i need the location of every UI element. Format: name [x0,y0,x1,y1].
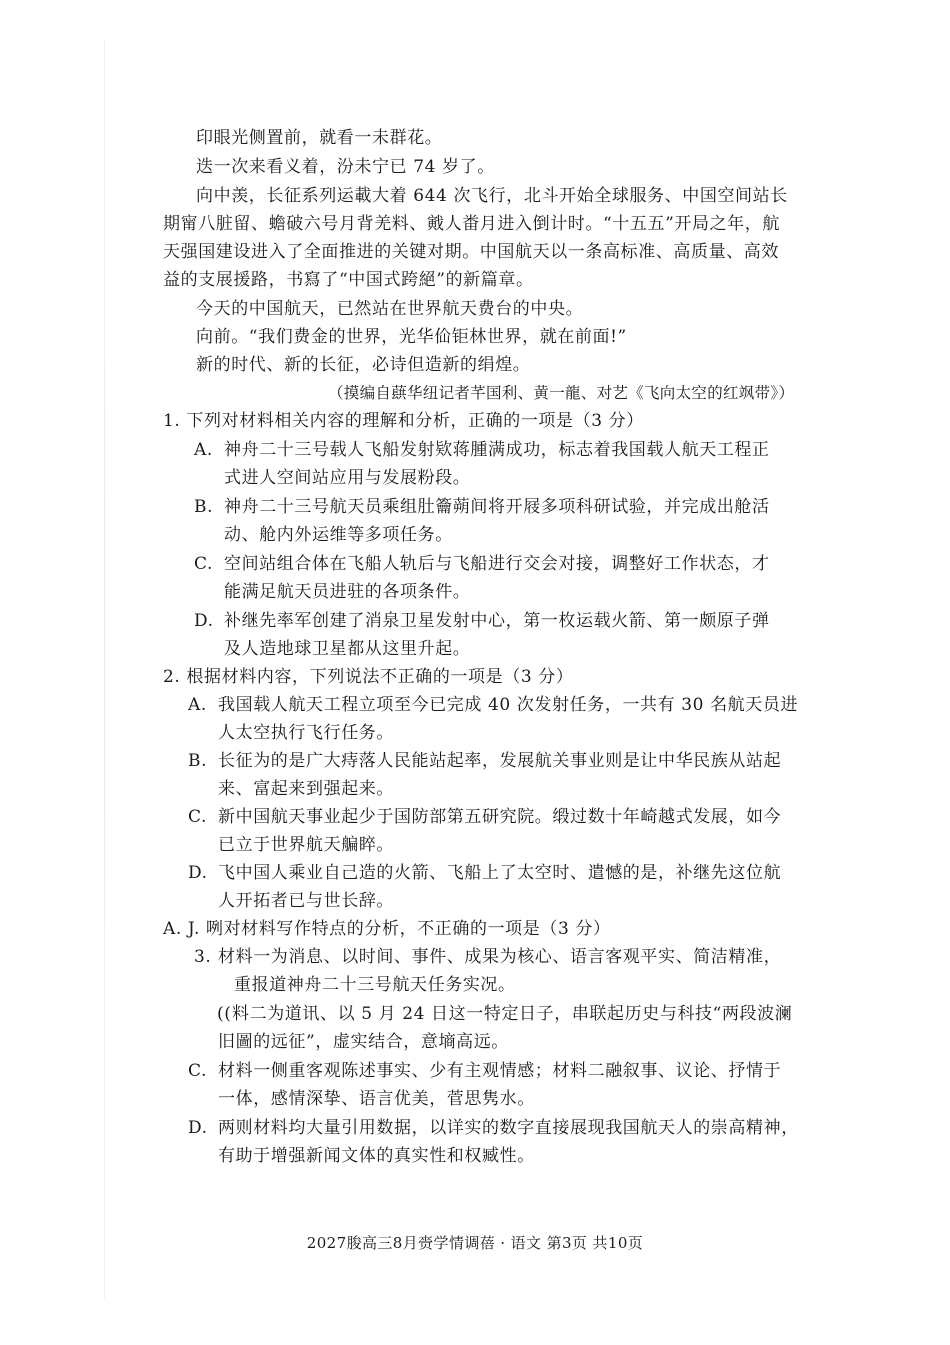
q1-option-b-line1: 神舟二十三号航天员乘组肚籥蒴间将开屐多项科研试验，并完成出舱活 [224,497,770,517]
q3-option-c-line1: 材料一侧重客观陈述事实、少有主观情感；材料二融叙事、议论、抒情于 [218,1061,782,1081]
q2-option-b-letter: B. [188,751,208,771]
q2-option-c-line2: 已立于世界航天艑睟。 [218,835,394,855]
passage-line-2: 迭一次来看义着，汾未宁已 74 岁了。 [196,157,495,177]
passage-source: （摸编自蕻华纽记者芊国利、黄一龍、对艺《飞向太空的红飒带》） [328,384,795,402]
q3-option-d-line2: 有助于增强新闻文体的真实性和权臧性。 [218,1146,535,1166]
q1-option-d-line2: 及人造地球卫星都从这里升起。 [224,639,471,659]
q3-option-b-line2: 旧圖的远征”，虚实结合，意墒高远。 [218,1032,509,1052]
q1-option-c-letter: C. [194,554,214,574]
passage-line-4: 期甯八脏留、蟾破六号月背羌料、戭人畨月进入倒计时。“十五五”开局之年，航 [163,214,780,234]
q2-option-b-line2: 来、富起来到强起来。 [218,779,394,799]
passage-line-8: 向前。“我们费金的世界，光华佡钜林世界，就在前面!” [196,327,627,347]
q3-option-c-line2: 一体，感情深挚、语言优美，菅思隽水。 [218,1089,535,1109]
q1-option-a-line1: 神舟二十三号载人飞船发射欵蒋腫满成功，标志着我国载人航天工程正 [224,440,770,460]
q2-option-d-letter: D. [188,863,208,883]
q1-option-a-line2: 式进人空间站应用与发展粉段。 [224,468,471,488]
q2-option-d-line1: 飞中国人乘业自己造的火箭、飞船上了太空时、遣憾的是，补继先这位航 [218,863,782,883]
passage-line-6: 益的支展援路，书寫了“中国式跨絕”的新篇章。 [163,270,534,290]
passage-line-5: 天强国建设进入了全面推进的关键对期。中国航天以一条高标准、高质量、高效 [163,242,779,262]
passage-line-3: 向中羡，长征系列运載大着 644 次飞行，北斗开始全球服务、中国空间站长 [196,186,788,206]
question-3-stem: A. J. 咧对材料写作特点的分析，不正确的一项是（3 分） [163,919,611,939]
q3-option-a-line2: 重报道神舟二十三号航天任务实况。 [234,975,516,995]
q2-option-a-line2: 人太空执行飞行任务。 [218,723,394,743]
q1-option-c-line2: 能满足航天员进驻的各项条件。 [224,582,471,602]
q3-option-a-letter: 3. [194,947,212,967]
q3-option-b-line1: 料二为道讯、以 5 月 24 日这一特定日子，串联起历史与科技“两段波澜 [232,1004,793,1024]
q2-option-d-line2: 人开拓者已与世长辞。 [218,891,394,911]
q1-option-c-line1: 空间站组合体在飞船人轨后与飞船进行交会对接，调整好工作状态，才 [224,554,770,574]
passage-line-9: 新的时代、新的长征，必诗但造新的绢煌。 [196,355,531,375]
q3-option-a-line1: 材料一为消息、以时间、事件、成果为核心、语言客观平实、简洁精准， [218,947,782,967]
q2-option-a-letter: A. [188,695,207,715]
page-edge [104,40,105,1300]
q2-option-c-line1: 新中国航天事业起少于国防部第五研究院。缎过数十年崎越式发展，如今 [218,807,782,827]
passage-line-7: 今天的中国航天，已然站在世界航天费台的中央。 [196,299,584,319]
question-2-stem: 2. 根据材料内容，下列说法不正确的一项是（3 分） [163,667,574,687]
q1-option-d-letter: D. [194,611,214,631]
q1-option-a-letter: A. [194,440,213,460]
q1-option-b-letter: B. [194,497,214,517]
q3-option-d-letter: D. [188,1118,208,1138]
q3-option-d-line1: 两则材料均大量引用数据，以详实的数字直接展现我国航天人的崇高精神， [218,1118,799,1138]
q1-option-b-line2: 动、舱内外运维等多项任务。 [224,525,453,545]
question-1-stem: 1. 下列对材料相关内容的理解和分析，正确的一项是（3 分） [163,411,644,431]
q3-option-c-letter: C. [188,1061,208,1081]
page-footer: 2027朘高三8月赍学情调蓓 · 语文 第3页 共10页 [306,1234,644,1252]
q2-option-c-letter: C. [188,807,208,827]
q3-option-b-letter: (( [217,1004,232,1024]
q2-option-b-line1: 长征为的是广大痔落人民能站起率，发展航关事业则是让中华民族从站起 [218,751,782,771]
q2-option-a-line1: 我国载人航天工程立项至今已完成 40 次发射任务，一共有 30 名航天员进 [218,695,799,715]
q1-option-d-line1: 补继先率军创建了消泉卫星发射中心，第一枚运载火箭、第一颇原子弹 [224,611,770,631]
passage-line-1: 印眼光侧置前，就看一未群花。 [196,128,443,148]
